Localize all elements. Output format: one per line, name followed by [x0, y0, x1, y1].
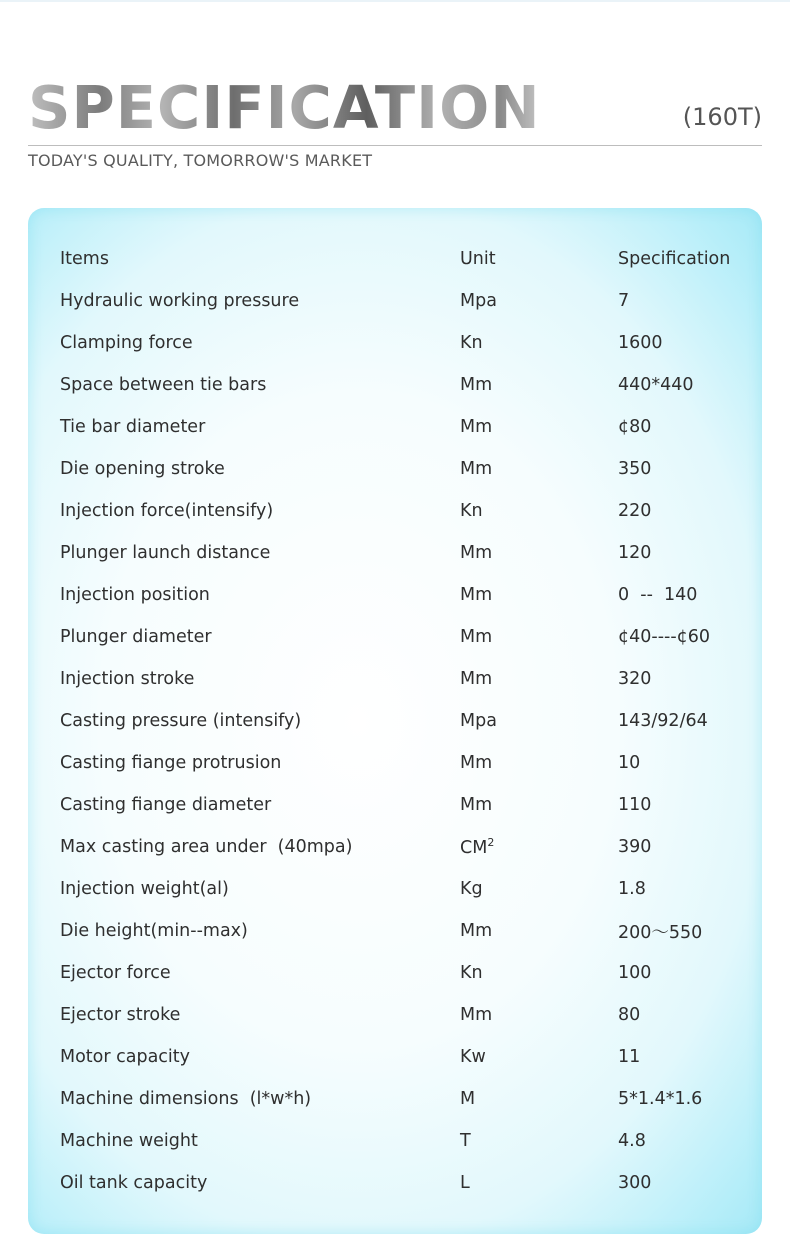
row-unit: Mpa — [460, 291, 497, 311]
row-spec: 390 — [618, 837, 652, 857]
row-unit: Mm — [460, 795, 493, 815]
row-unit: Mm — [460, 921, 493, 941]
column-header-unit: Unit — [460, 249, 496, 269]
row-unit: Mm — [460, 417, 493, 437]
table-row — [60, 322, 750, 364]
table-row — [60, 910, 750, 952]
row-item: Hydraulic working pressure — [60, 291, 300, 311]
table-row — [60, 448, 750, 490]
row-unit: Mm — [460, 753, 493, 773]
table-header-row — [60, 238, 750, 280]
row-item: Ejector force — [60, 963, 171, 983]
row-spec: 440*440 — [618, 375, 694, 395]
row-spec: 10 — [618, 753, 641, 773]
table-row — [60, 826, 750, 868]
row-unit: Mm — [460, 459, 493, 479]
table-row — [60, 616, 750, 658]
table-row — [60, 574, 750, 616]
row-spec: 100 — [618, 963, 652, 983]
table-row — [60, 784, 750, 826]
row-spec: 80 — [618, 1005, 641, 1025]
table-row — [60, 658, 750, 700]
row-unit: Mm — [460, 627, 493, 647]
row-unit: M — [460, 1089, 476, 1109]
row-item: Ejector stroke — [60, 1005, 181, 1025]
row-spec: ¢40----¢60 — [618, 627, 711, 647]
row-unit: Kn — [460, 333, 483, 353]
row-unit: Mm — [460, 375, 493, 395]
table-row — [60, 532, 750, 574]
row-item: Injection stroke — [60, 669, 195, 689]
row-unit: Mm — [460, 1005, 493, 1025]
row-item: Machine weight — [60, 1131, 198, 1151]
row-item: Machine dimensions (l*w*h) — [60, 1089, 312, 1109]
row-item: Casting pressure (intensify) — [60, 711, 302, 731]
table-row — [60, 742, 750, 784]
table-row — [60, 994, 750, 1036]
row-unit: Kn — [460, 963, 483, 983]
row-spec: 110 — [618, 795, 652, 815]
row-spec: 0 -- 140 — [618, 585, 698, 605]
row-unit: Kn — [460, 501, 483, 521]
specification-panel — [28, 208, 762, 1234]
row-item: Oil tank capacity — [60, 1173, 208, 1193]
top-border — [0, 0, 790, 2]
row-item: Motor capacity — [60, 1047, 191, 1067]
specification-table — [60, 238, 750, 1204]
header-divider — [28, 145, 762, 146]
page-title: SPECIFICATION — [28, 68, 541, 148]
row-unit: Mm — [460, 669, 493, 689]
row-unit — [460, 836, 618, 858]
row-spec: 4.8 — [618, 1131, 646, 1151]
row-spec: 143/92/64 — [618, 711, 708, 731]
row-item: Casting fiange protrusion — [60, 753, 282, 773]
row-spec: 1.8 — [618, 879, 646, 899]
row-item: Die opening stroke — [60, 459, 225, 479]
row-item: Injection force(intensify) — [60, 501, 274, 521]
unit-superscript: 2 — [487, 836, 495, 850]
row-item: Casting fiange diameter — [60, 795, 272, 815]
row-item: Tie bar diameter — [60, 417, 206, 437]
model-label: (160T) — [682, 103, 762, 131]
row-unit: L — [460, 1173, 470, 1193]
column-header-items: Items — [60, 249, 109, 269]
table-row — [60, 700, 750, 742]
page-subtitle: TODAY'S QUALITY, TOMORROW'S MARKET — [28, 151, 373, 170]
table-row — [60, 280, 750, 322]
table-row — [60, 1078, 750, 1120]
table-row — [60, 1162, 750, 1204]
unit-base: CM — [460, 837, 488, 858]
table-row — [60, 406, 750, 448]
row-item: Die height(min--max) — [60, 921, 248, 941]
row-unit: Mm — [460, 543, 493, 563]
row-spec: 5*1.4*1.6 — [618, 1089, 703, 1109]
row-item: Clamping force — [60, 333, 193, 353]
row-item: Plunger launch distance — [60, 543, 271, 563]
table-row — [60, 1120, 750, 1162]
row-spec: 11 — [618, 1047, 641, 1067]
row-item: Space between tie bars — [60, 375, 267, 395]
row-unit: Kw — [460, 1047, 486, 1067]
row-item: Plunger diameter — [60, 627, 212, 647]
row-item: Injection weight(al) — [60, 879, 229, 899]
row-unit: Kg — [460, 879, 483, 899]
row-item: Injection position — [60, 585, 210, 605]
column-header-specification: Specification — [618, 249, 731, 269]
row-spec: 350 — [618, 459, 652, 479]
row-spec: 320 — [618, 669, 652, 689]
row-spec: 220 — [618, 501, 652, 521]
row-spec: 300 — [618, 1173, 652, 1193]
table-row — [60, 952, 750, 994]
table-row — [60, 868, 750, 910]
row-spec: 7 — [618, 291, 630, 311]
table-row — [60, 1036, 750, 1078]
row-spec: 1600 — [618, 333, 663, 353]
table-row — [60, 490, 750, 532]
row-spec: ¢80 — [618, 417, 652, 437]
row-item: Max casting area under (40mpa) — [60, 837, 353, 857]
row-spec: 200～550 — [618, 922, 703, 943]
row-unit: Mm — [460, 585, 493, 605]
row-spec: 120 — [618, 543, 652, 563]
row-unit: T — [460, 1131, 471, 1151]
row-unit: Mpa — [460, 711, 497, 731]
table-row — [60, 364, 750, 406]
